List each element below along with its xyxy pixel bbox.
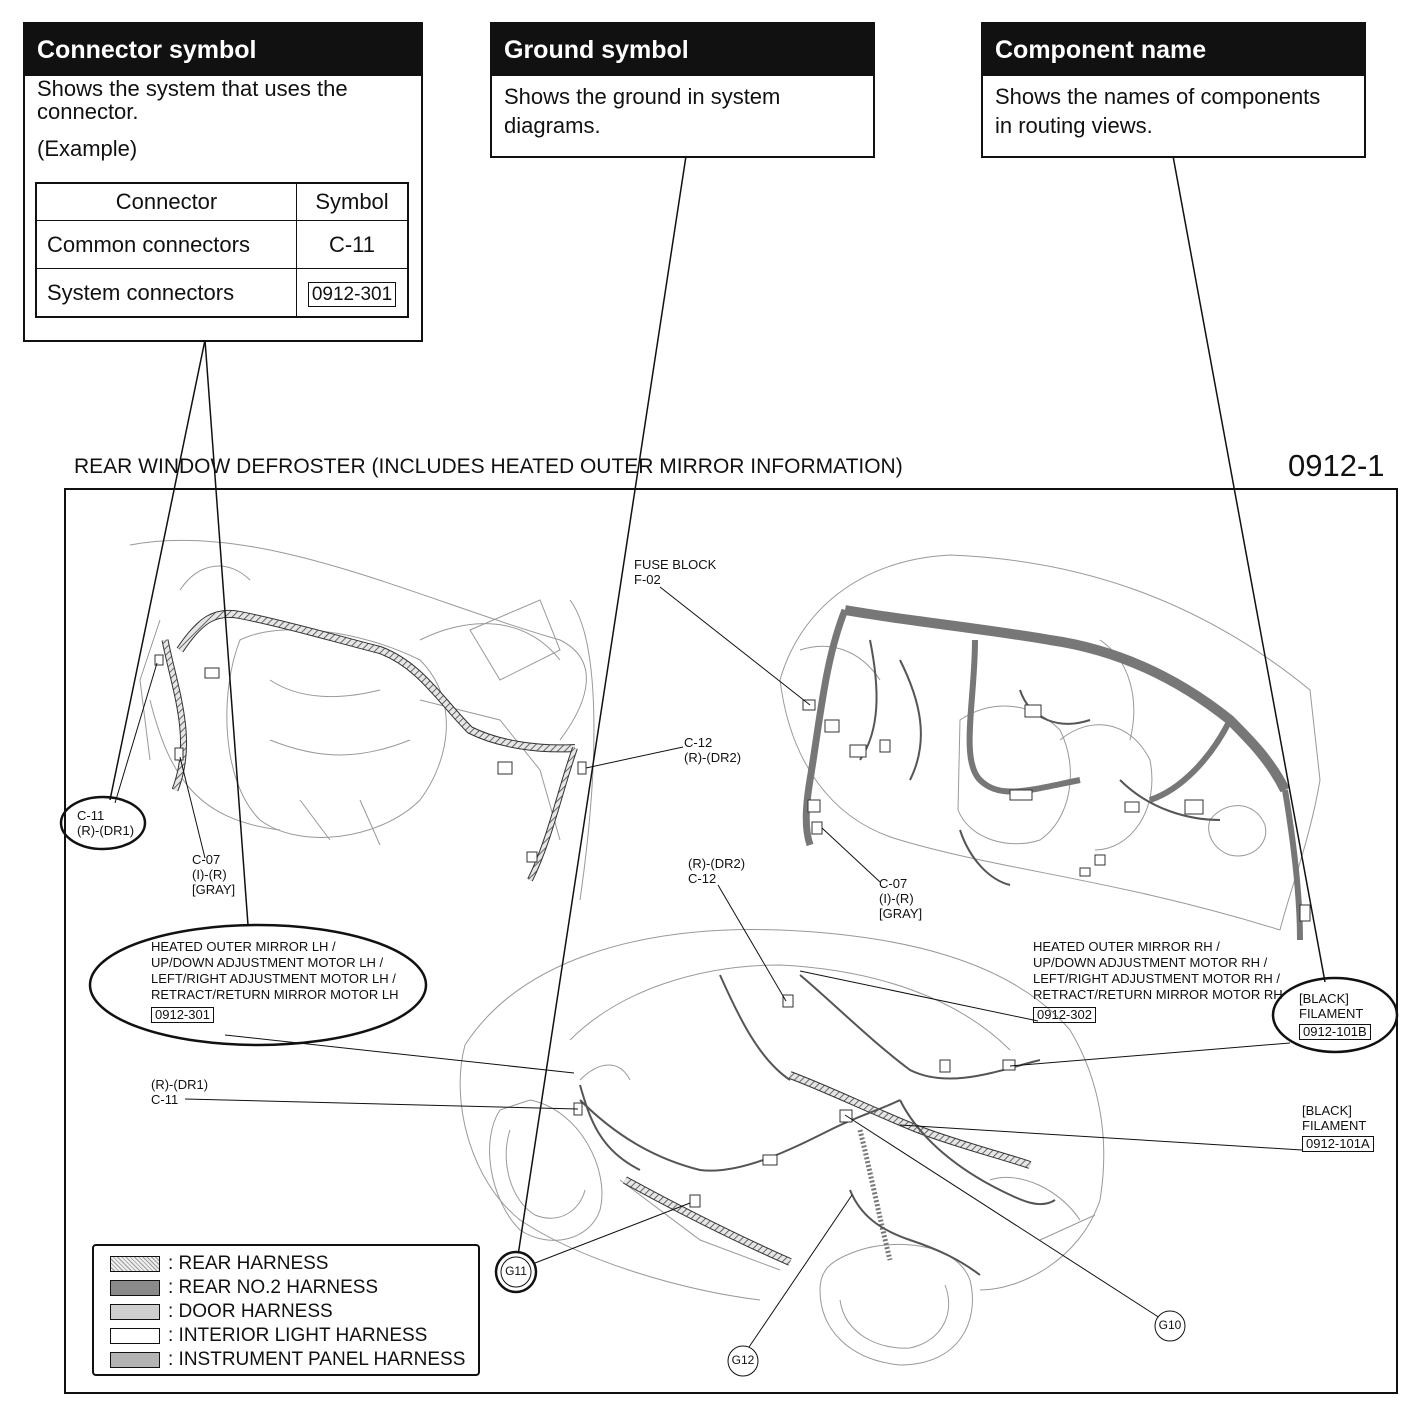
rear-no2-harness-swatch [110,1280,160,1296]
c07-left-code: C-07 [192,852,221,867]
c12-lower-code: C-12 [688,871,717,886]
c12-lower-label [688,856,745,886]
ground-desc-line2: diagrams. [504,113,601,138]
door-harness-swatch [110,1304,160,1320]
c11-top-code: C-11 [77,808,105,823]
connector-blocks-vehicle [574,995,1015,1207]
filament-b-code: 0912-101B [1299,1024,1371,1040]
g10-label: G10 [1158,1318,1182,1332]
rear-harness-upper-left [165,614,575,880]
mirror-rh-line4: RETRACT/RETURN MIRROR MOTOR RH [1033,987,1283,1002]
filament-a-color: [BLACK] [1302,1103,1352,1118]
ground-desc-line1: Shows the ground in system [504,84,781,109]
table-cell-symbol: C-11 [297,221,409,269]
filament-a-code-wrap [1302,1136,1374,1152]
header-connector: Connector [36,183,297,221]
mirror-rh-line3: LEFT/RIGHT ADJUSTMENT MOTOR RH / [1033,971,1281,986]
filament-a-code: 0912-101A [1302,1136,1374,1152]
connector-desc-line1: Shows the system that uses the [37,76,348,101]
table-cell-connector: Common connectors [36,221,297,269]
c12-top-code: C-12 [684,735,713,750]
filament-b-color: [BLACK] [1299,991,1349,1006]
connector-example-label: (Example) [37,136,138,161]
g11-label: G11 [505,1264,527,1278]
diagram-title: REAR WINDOW DEFROSTER (INCLUDES HEATED OUTER MIRROR INFORMATION) [74,455,903,478]
legend-item-rear-harness [110,1254,328,1274]
legend-item-rear-no2-harness [110,1278,378,1298]
mirror-lh-code-wrap [151,1007,398,1023]
mirror-lh-line3: LEFT/RIGHT ADJUSTMENT MOTOR LH / [151,971,396,986]
connector-blocks-left [155,655,586,862]
filament-b-name: FILAMENT [1299,1006,1364,1021]
legend-item-interior-light-harness [110,1326,427,1346]
g12-label: G12 [731,1353,755,1367]
component-name-title: Component name [983,24,1364,76]
connector-desc-line2: connector. [37,99,139,124]
c07-left-circuit: (I)-(R) [192,867,227,882]
component-desc-line1: Shows the names of components [995,84,1321,109]
mirror-rh-line1: HEATED OUTER MIRROR RH / [1033,939,1220,954]
fuse-block-name: FUSE BLOCK [634,557,717,572]
connector-symbol-title: Connector symbol [25,24,421,76]
mirror-rh-label [1033,939,1283,1023]
header-symbol: Symbol [297,183,409,221]
instrument-panel-harness-swatch [110,1352,160,1368]
c11-top-circuit: (R)-(DR1) [77,823,135,838]
c11-lower-code: C-11 [151,1092,179,1107]
rear-harness-swatch [110,1256,160,1272]
legend-item-instrument-panel-harness [110,1350,465,1370]
mirror-lh-line1: HEATED OUTER MIRROR LH / [151,939,336,954]
c12-lower-circuit: (R)-(DR2) [688,856,746,871]
fuse-block-label [634,557,716,587]
mirror-lh-code: 0912-301 [151,1007,214,1023]
engine-bay-sketch [130,540,594,900]
legend-item-door-harness [110,1302,333,1322]
legend-label: : INTERIOR LIGHT HARNESS [168,1325,428,1346]
component-desc-line2: in routing views. [995,113,1153,138]
c07-left-label [192,852,235,897]
mirror-lh-label [151,939,398,1023]
c11-lower-circuit: (R)-(DR1) [151,1077,209,1092]
vehicle-harnesses [580,975,1055,1275]
c07-right-color: [GRAY] [879,906,923,921]
filament-b-code-wrap [1299,1024,1371,1040]
ground-symbol-title: Ground symbol [492,24,873,76]
callout-leader-lines [110,156,1325,1262]
filament-a-name: FILAMENT [1302,1118,1367,1133]
c12-top-circuit: (R)-(DR2) [684,750,742,765]
mirror-rh-line2: UP/DOWN ADJUSTMENT MOTOR RH / [1033,955,1268,970]
c07-right-label [879,876,922,921]
mirror-rh-code: 0912-302 [1033,1007,1096,1023]
page-number: 0912-1 [1288,448,1385,483]
c11-lower-label [151,1077,208,1107]
filament-b-label [1299,991,1371,1040]
harness-legend [92,1244,480,1376]
fuse-block-code: F-02 [634,572,661,587]
mirror-lh-line2: UP/DOWN ADJUSTMENT MOTOR LH / [151,955,384,970]
system-connector-code: 0912-301 [308,282,396,307]
c12-top-label [684,735,741,765]
legend-label: : REAR NO.2 HARNESS [168,1277,379,1298]
filament-a-label [1302,1103,1374,1152]
c07-left-color: [GRAY] [192,882,236,897]
table-cell-connector: System connectors [36,269,297,318]
legend-label: : DOOR HARNESS [168,1301,333,1322]
mirror-lh-line4: RETRACT/RETURN MIRROR MOTOR LH [151,987,399,1002]
legend-label: : REAR HARNESS [168,1253,329,1274]
mirror-rh-code-wrap [1033,1007,1283,1023]
interior-light-harness-swatch [110,1328,160,1344]
c07-right-code: C-07 [879,876,908,891]
c11-top-label [77,808,134,838]
c07-right-circuit: (I)-(R) [879,891,914,906]
legend-label: : INSTRUMENT PANEL HARNESS [168,1349,466,1370]
